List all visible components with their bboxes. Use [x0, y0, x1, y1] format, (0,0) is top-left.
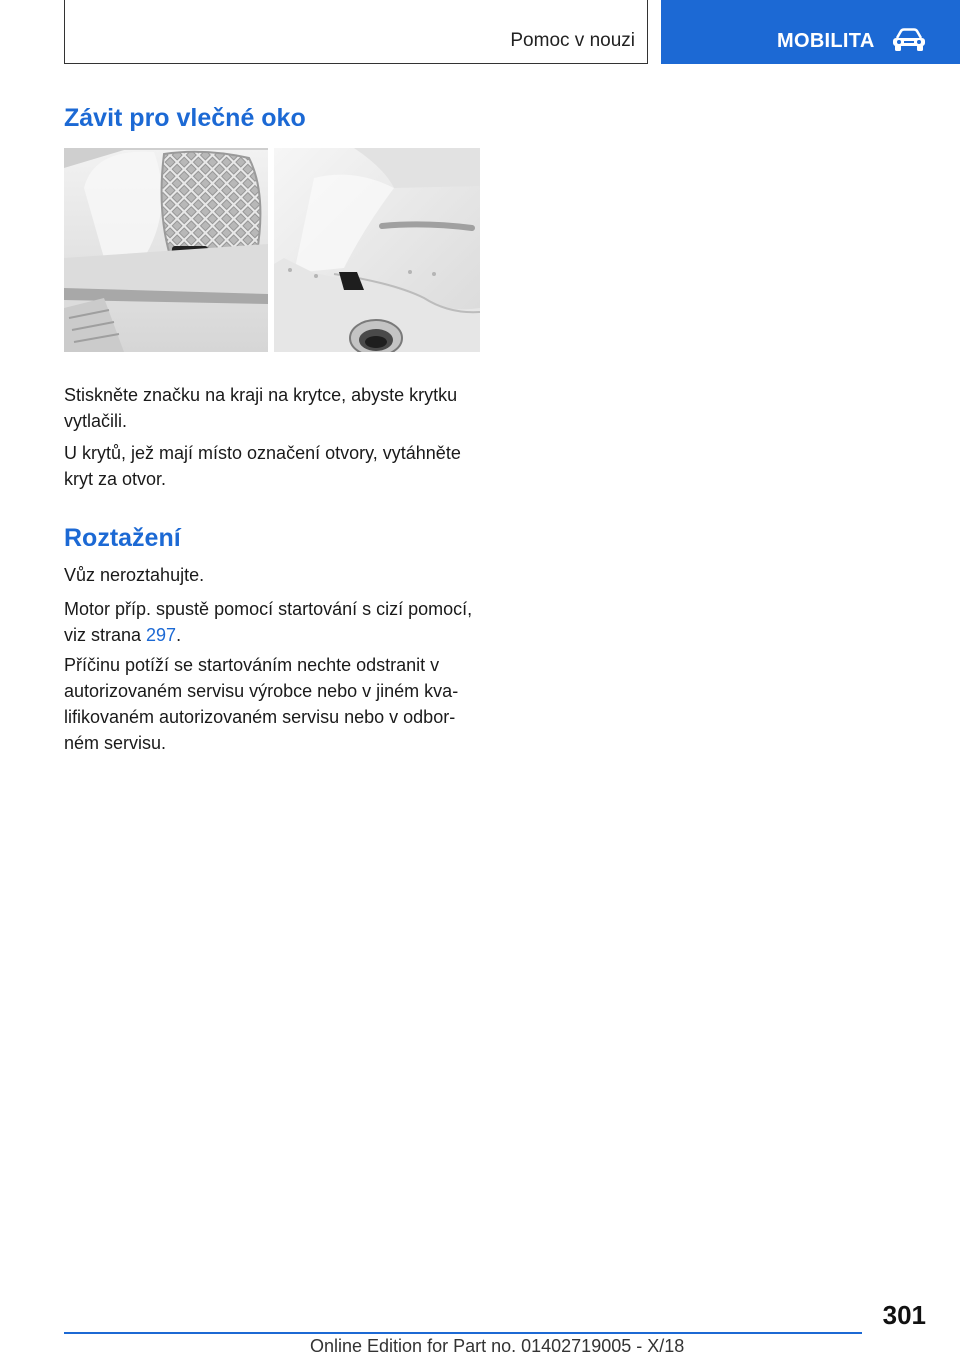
- page-reference-link[interactable]: 297: [146, 625, 177, 645]
- header-chapter-label: MOBILITA: [777, 30, 875, 52]
- paragraph-jump-start: [64, 596, 484, 648]
- paragraph-press-mark: Stiskněte značku na kraji na krytce, abyste krytku vytlačili.: [64, 385, 458, 431]
- page-number: 301: [882, 1300, 926, 1330]
- paragraph-service: Příčinu potíží se startováním nechte odstranit v autorizovaném servisu výrobce nebo v jiném kvalifikovaném autorizovaném servisu nebo v odborném servisu.: [64, 655, 459, 753]
- paragraph-do-not-tow-start: Vůz neroztahujte.: [64, 565, 205, 585]
- paragraph-pull-cover: U krytů, jež mají místo označení otvory, vytáhněte kryt za otvor.: [64, 443, 461, 489]
- car-bumper-illustration: [64, 148, 480, 352]
- jump-start-text: Motor příp. spustě pomocí startování s cizí pomocí, viz strana: [64, 599, 473, 645]
- header-chapter-tab[interactable]: [661, 0, 960, 64]
- header-section-box: [64, 0, 648, 64]
- footer-divider: [64, 1332, 862, 1334]
- footer-edition-text: Online Edition for Part no. 01402719005 - X/18: [310, 1336, 685, 1356]
- section-title-tow-start: Roztažení: [64, 524, 181, 552]
- car-icon: [891, 28, 927, 52]
- header-section-title: Pomoc v nouzi: [510, 30, 635, 51]
- jump-start-period: .: [176, 625, 182, 645]
- section-title-tow-eye: Závit pro vlečné oko: [64, 104, 306, 132]
